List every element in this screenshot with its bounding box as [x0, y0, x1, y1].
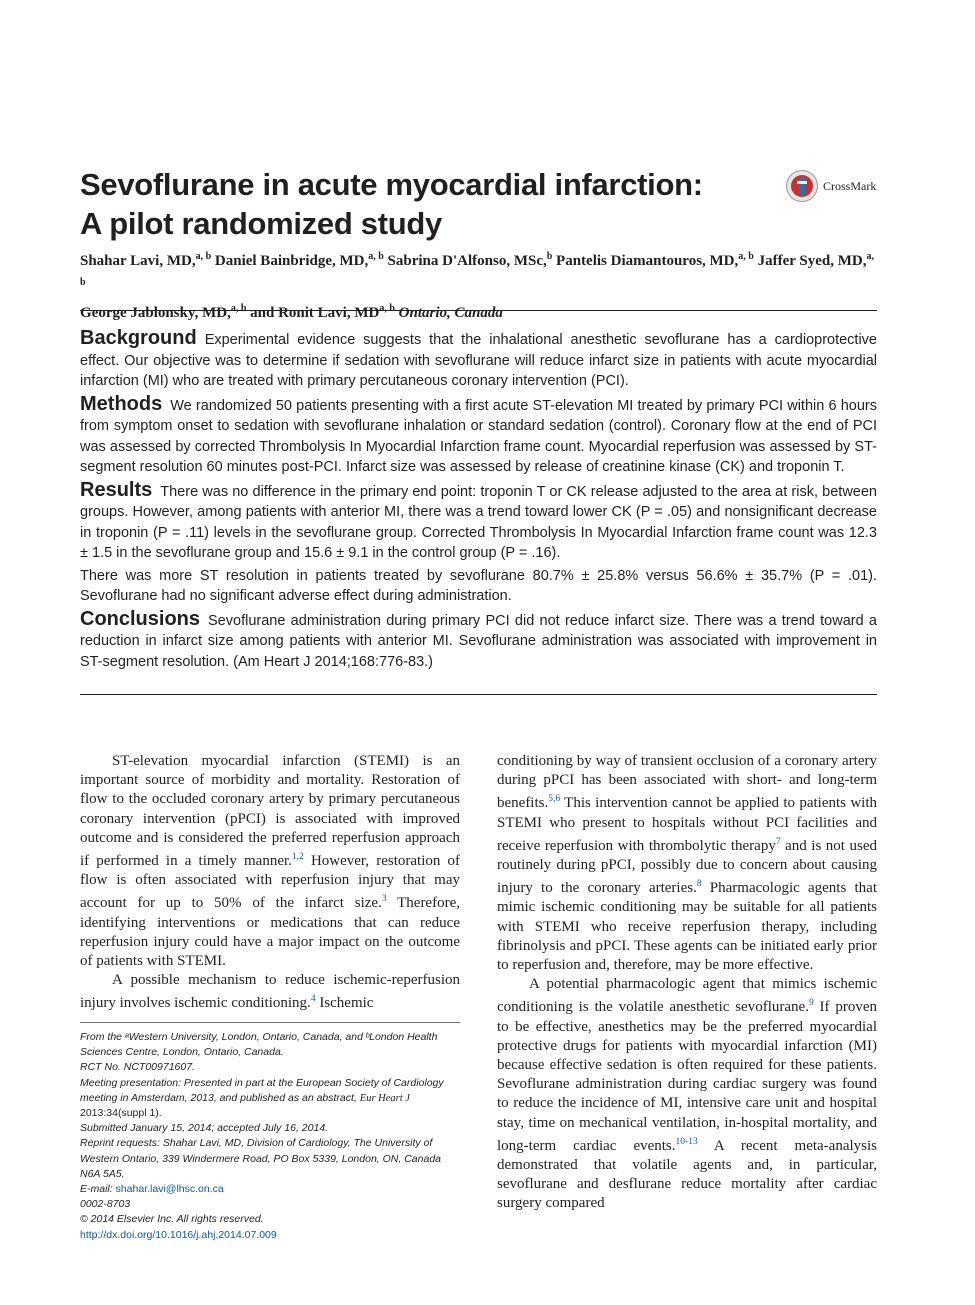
body-paragraph: A possible mechanism to reduce ischemic-reperfusion injury involves ischemic conditioning.$^4$ Ischemic — [80, 972, 460, 1012]
citation-link[interactable]: 3 — [381, 894, 387, 905]
author-location: Ontario, Canada — [398, 305, 503, 321]
trial-registration: RCT No. NCT00971607. — [80, 1061, 195, 1074]
citation-link[interactable]: 5,6 — [548, 794, 561, 805]
author: Jaffer Syed, MD,$^{a, b}$ — [80, 251, 874, 288]
background-heading: Background — [80, 327, 197, 349]
crossmark-badge[interactable] — [785, 166, 895, 206]
abstract-top-divider — [80, 310, 877, 311]
issn: 0002-8703 — [80, 1198, 131, 1211]
citation-link[interactable]: 9 — [808, 998, 814, 1009]
author: and Ronit Lavi, MD$^{a, b}$ — [250, 303, 395, 321]
conclusions-heading: Conclusions — [80, 607, 201, 630]
methods-text: We randomized 50 patients presenting with a first acute ST-elevation MI treated by primary PCI within 6 hours from symptom onset to sedation with sevoflurane inhalation or standard sedation (control). Coronary flow at the end of PCI was assessed by corrected Thrombolysis In Myocardial Infarction frame count. Myocardial reperfusion was assessed by ST-segment resolution 60 minutes post-PCI. Infarct size was assessed by release of creatinine kinase (CK) and troponin T. — [80, 397, 877, 475]
doi-link[interactable]: http://dx.doi.org/10.1016/j.ahj.2014.07.009 — [80, 1228, 277, 1241]
body-column-left — [80, 752, 460, 1014]
abstract — [80, 328, 877, 674]
abstract-methods — [80, 394, 877, 478]
crossmark-label: CrossMark — [823, 178, 877, 193]
author: Shahar Lavi, MD,$^{a, b}$ — [80, 251, 212, 269]
body-paragraph: ST-elevation myocardial infarction (STEMI) is an important source of morbidity and mortality. Restoration of flow to the occluded coronary artery by primary percutaneous coronary intervention (pPCI) is associated with improved outcome and is considered the preferred reperfusion approach if performed in a timely manner.$^{1,2}$ However, restoration of flow is often associated with reperfusion injury that may account for up to 50% of the infarct size.$^3$ Therefore, identifying interventions or medications that can reduce reperfusion injury could have a major impact on the outcome of patients with STEMI. — [80, 753, 461, 970]
citation-link[interactable]: 7 — [775, 836, 781, 847]
reprint-note: Reprint requests: Shahar Lavi, MD, Division of Cardiology, The University of Western Ontario, 339 Windermere Road, PO Box 5339, London, ON, Canada N6A 5A5. — [80, 1137, 441, 1180]
author-list — [80, 246, 880, 324]
citation-link[interactable]: 8 — [696, 879, 702, 890]
results-heading: Results — [80, 478, 153, 501]
author: George Jablonsky, MD,$^{a, b}$ — [80, 303, 247, 321]
email-link[interactable]: shahar.lavi@lhsc.on.ca — [115, 1183, 224, 1196]
results-text: There was no difference in the primary end point: troponin T or CK release adjusted to the area at risk, between groups. However, among patients with anterior MI, there was a trend toward lower CK (P = .05) and nonsignificant decrease in troponin (P = .11) levels in the sevoflurane group. Corrected Thrombolysis In Myocardial Infarction frame count was 12.3 ± 1.5 in the sevoflurane group and 15.6 ± 9.1 in the control group (P = .16). — [80, 483, 877, 561]
abstract-results-cont: There was more ST resolution in patients treated by sevoflurane 80.7% ± 25.8% versus 56.6% ± 35.7% (P = .01). Sevoflurane had no significant adverse effect during administration. — [80, 567, 877, 604]
author: Sabrina D'Alfonso, MSc,$^b$ — [387, 251, 553, 269]
article-title — [80, 165, 720, 243]
body-column-right — [497, 752, 877, 1214]
abstract-conclusions — [80, 609, 877, 673]
doi-line — [80, 1228, 460, 1243]
body-paragraph: A potential pharmacologic agent that mimics ischemic conditioning is the volatile anesthetic sevoflurane.$^9$ If proven to be effective, anesthetics may be the preferred myocardial protective drugs for patients with myocardial infarction (MI) because effective sedation is often required for these patients. Sevoflurane administration during cardiac surgery was found to reduce the incidence of MI, intensive care unit and hospital stay, time on mechanical ventilation, in-hospital mortality, and long-term cardiac events.$^{10-13}$ A recent meta-analysis demonstrated that volatile agents and, in particular, sevoflurane and desflurane reduce mortality after cardiac surgery compared — [497, 976, 877, 1212]
author: Daniel Bainbridge, MD,$^{a, b}$ — [214, 251, 384, 269]
abstract-results — [80, 480, 877, 564]
citation-link[interactable]: 4 — [310, 994, 316, 1005]
footnote-divider — [80, 1022, 460, 1023]
crossmark-icon — [785, 169, 819, 203]
affiliation-note: From the ᵃWestern University, London, Ontario, Canada, and ᵇLondon Health Sciences Centre, London, Ontario, Canada. — [80, 1031, 438, 1059]
copyright: © 2014 Elsevier Inc. All rights reserved. — [80, 1213, 264, 1226]
background-text: Experimental evidence suggests that the inhalational anesthetic sevoflurane has a cardioprotective effect. Our objective was to determine if sedation with sevoflurane will reduce infarct size in patients with acute myocardial infarction (MI) who are treated with primary percutaneous coronary intervention (PCI). — [80, 332, 877, 389]
meeting-note: Meeting presentation: Presented in part at the European Society of Cardiology meeting in Amsterdam, 2013, and published as an abstract, Eur Heart J 2013:34(suppl 1). — [80, 1076, 444, 1120]
email-line: E-mail: shahar.lavi@lhsc.on.ca — [80, 1183, 224, 1196]
submission-dates: Submitted January 15, 2014; accepted July 16, 2014. — [80, 1122, 329, 1135]
citation-link[interactable]: 10-13 — [675, 1136, 698, 1147]
title-line-1: Sevoflurane in acute myocardial infarction: — [80, 167, 703, 202]
title-line-2: A pilot randomized study — [80, 206, 442, 241]
abstract-bottom-divider — [80, 694, 877, 695]
footnotes — [80, 1030, 460, 1243]
conclusions-text: Sevoflurane administration during primary PCI did not reduce infarct size. There was a trend toward a reduction in infarct size among patients with anterior MI. Sevoflurane administration was associated with improvement in ST-segment resolution. (Am Heart J 2014;168:776-83.) — [80, 612, 877, 670]
methods-heading: Methods — [80, 392, 163, 415]
abstract-background — [80, 328, 877, 392]
citation-link[interactable]: 1,2 — [291, 852, 304, 863]
body-paragraph: conditioning by way of transient occlusion of a coronary artery during pPCI has been associated with short- and long-term benefits.$^{5,6}$ This intervention cannot be applied to patients with STEMI who present to hospitals without PCI facilities and receive reperfusion with thrombolytic therapy$^7$ and is not used routinely during pPCI, possibly due to concern about causing injury to the coronary arteries.$^8$ Pharmacologic agents that mimic ischemic conditioning may be suitable for all patients with STEMI who receive reperfusion therapy, including fibrinolysis and pPCI. These agents can be initiated early prior to reperfusion and, therefore, may be more effective. — [497, 753, 877, 974]
author: Pantelis Diamantouros, MD,$^{a, b}$ — [556, 251, 754, 269]
